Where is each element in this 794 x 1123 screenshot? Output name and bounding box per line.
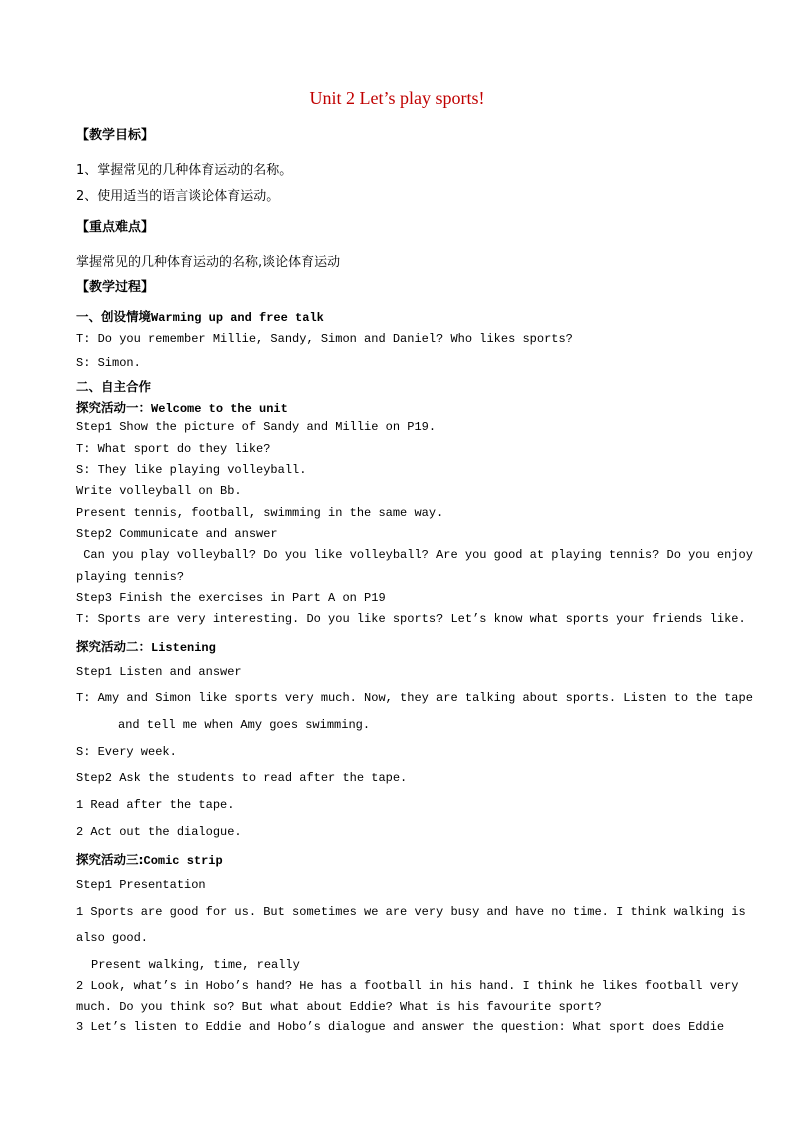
text-line: Step1 Presentation xyxy=(76,878,206,892)
text-line: Step2 Communicate and answer xyxy=(76,527,278,541)
text-line: S: Simon. xyxy=(76,356,141,370)
text-line: S: They like playing volleyball. xyxy=(76,463,307,477)
text-line: T: Sports are very interesting. Do you like sports? Let’s know what sports your friends like. xyxy=(76,612,746,626)
goals-header: 【教学目标】 xyxy=(76,128,155,143)
text-line: 1 Sports are good for us. But sometimes we are very busy and have no time. I think walking is xyxy=(76,905,746,919)
text-line-indented: Present walking, time, really xyxy=(91,958,300,972)
activity1-heading-cn: 探究活动一： xyxy=(76,400,152,415)
text-line: 2 Look, what’s in Hobo’s hand? He has a football in his hand. I think he likes football very xyxy=(76,979,739,993)
text-line: 2 Act out the dialogue. xyxy=(76,825,242,839)
process-header: 【教学过程】 xyxy=(76,280,155,295)
text-line: Can you play volleyball? Do you like volleyball? Are you good at playing tennis? Do you enjoy xyxy=(76,548,753,562)
activity3-heading xyxy=(76,850,718,868)
text-line: also good. xyxy=(76,931,149,945)
part1-heading-cn: 一、创设情境 xyxy=(76,309,152,324)
text-line: T: What sport do they like? xyxy=(76,442,271,456)
text-line: Step1 Listen and answer xyxy=(76,665,242,679)
text-line-indented: and tell me when Amy goes swimming. xyxy=(118,718,371,732)
page-title: Unit 2 Let’s play sports! xyxy=(309,88,485,108)
text-line: Present tennis, football, swimming in the same way. xyxy=(76,506,444,520)
part1-heading xyxy=(76,307,718,325)
activity2-heading xyxy=(76,637,718,655)
activity1-heading-en: Welcome to the unit xyxy=(151,402,288,416)
part2-heading: 二、自主合作 xyxy=(76,379,152,394)
text-line: 1 Read after the tape. xyxy=(76,798,235,812)
key-text: 掌握常见的几种体育运动的名称,谈论体育运动 xyxy=(76,255,341,270)
text-line: Write volleyball on Bb. xyxy=(76,484,242,498)
activity3-heading-cn: 探究活动三: xyxy=(76,852,144,867)
text-line: Step3 Finish the exercises in Part A on P19 xyxy=(76,591,386,605)
text-line: 3 Let’s listen to Eddie and Hobo’s dialogue and answer the question: What sport does Eddie xyxy=(76,1020,725,1034)
text-line: S: Every week. xyxy=(76,745,177,759)
activity1-heading xyxy=(76,398,718,416)
text-line: Step2 Ask the students to read after the tape. xyxy=(76,771,408,785)
text-line: much. Do you think so? But what about Eddie? What is his favourite sport? xyxy=(76,1000,602,1014)
text-line: Step1 Show the picture of Sandy and Millie on P19. xyxy=(76,420,437,434)
goal-item-2: 2、使用适当的语言谈论体育运动。 xyxy=(76,189,280,204)
activity3-heading-en: Comic strip xyxy=(143,854,223,868)
text-line: T: Do you remember Millie, Sandy, Simon and Daniel? Who likes sports? xyxy=(76,332,573,346)
text-line: playing tennis? xyxy=(76,570,185,584)
part1-heading-en: Warming up and free talk xyxy=(151,311,324,325)
key-header: 【重点难点】 xyxy=(76,220,155,235)
activity2-heading-en: Listening xyxy=(151,641,216,655)
activity2-heading-cn: 探究活动二： xyxy=(76,639,152,654)
goal-item-1: 1、掌握常见的几种体育运动的名称。 xyxy=(76,163,293,178)
text-line: T: Amy and Simon like sports very much. Now, they are talking about sports. Listen to the tape xyxy=(76,691,753,705)
